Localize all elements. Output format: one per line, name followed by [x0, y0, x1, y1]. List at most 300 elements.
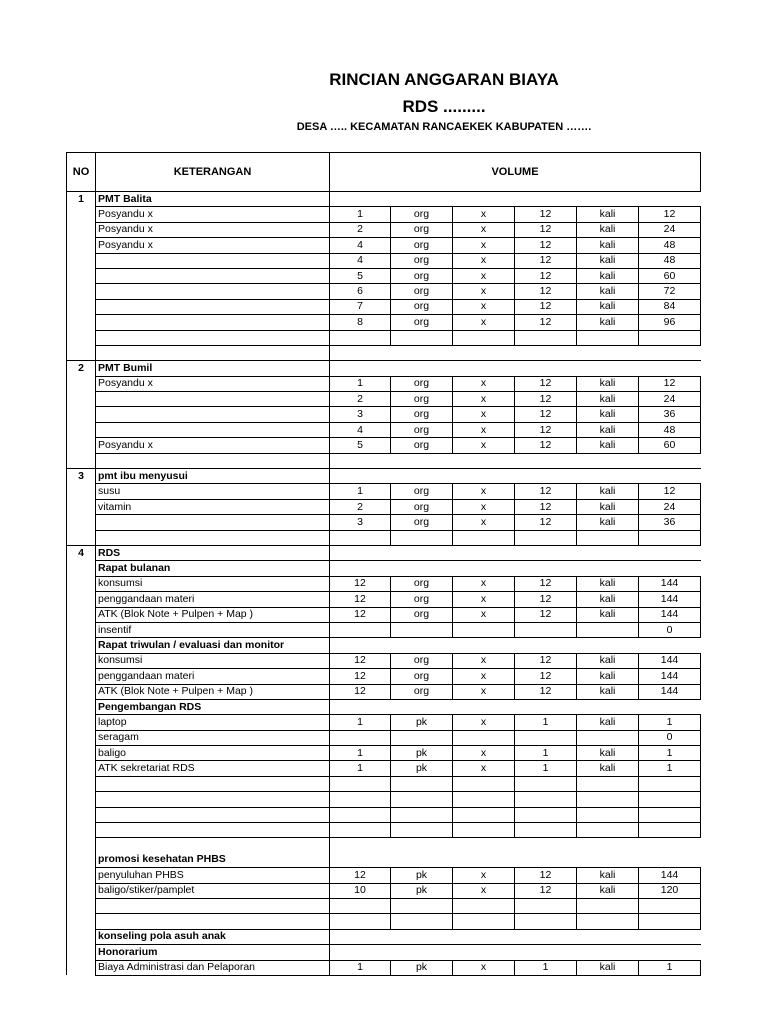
row-number-cell	[67, 730, 96, 745]
volume-times: x	[453, 238, 515, 253]
volume-times	[453, 330, 515, 345]
row-number-cell	[67, 776, 96, 791]
section-volume-blank	[330, 545, 701, 560]
volume-qty: 12	[330, 868, 391, 883]
item-label	[96, 776, 330, 791]
volume-unit	[391, 530, 453, 545]
volume-freq-unit: kali	[577, 761, 639, 776]
volume-qty	[330, 622, 391, 637]
volume-times: x	[453, 960, 515, 975]
spacer-cell	[96, 345, 330, 360]
item-label: insentif	[96, 622, 330, 637]
header-keterangan: KETERANGAN	[96, 153, 330, 192]
table-row	[67, 268, 701, 283]
volume-freq-unit: kali	[577, 715, 639, 730]
volume-freq-unit	[577, 823, 639, 838]
volume-frequency: 12	[515, 299, 577, 314]
volume-times: x	[453, 222, 515, 237]
volume-total: 48	[639, 422, 701, 437]
section-number: 3	[67, 469, 96, 484]
item-label: seragam	[96, 730, 330, 745]
item-label	[96, 898, 330, 913]
volume-times	[453, 776, 515, 791]
volume-times	[453, 898, 515, 913]
table-row	[67, 392, 701, 407]
volume-total: 72	[639, 284, 701, 299]
table-row	[67, 898, 701, 913]
volume-freq-unit	[577, 730, 639, 745]
table-row	[67, 715, 701, 730]
volume-freq-unit	[577, 530, 639, 545]
item-label: Posyandu x	[96, 207, 330, 222]
volume-total: 12	[639, 376, 701, 391]
table-row	[67, 746, 701, 761]
table-row	[67, 592, 701, 607]
row-number-cell	[67, 222, 96, 237]
volume-frequency: 12	[515, 499, 577, 514]
row-number-cell	[67, 622, 96, 637]
volume-unit: org	[391, 515, 453, 530]
volume-freq-unit: kali	[577, 960, 639, 975]
volume-total: 144	[639, 653, 701, 668]
table-row	[67, 807, 701, 822]
table-row	[67, 792, 701, 807]
volume-qty	[330, 898, 391, 913]
volume-frequency: 12	[515, 576, 577, 591]
volume-frequency: 12	[515, 392, 577, 407]
volume-unit	[391, 914, 453, 929]
row-number-cell	[67, 823, 96, 838]
row-number-cell	[67, 699, 96, 714]
volume-freq-unit: kali	[577, 499, 639, 514]
volume-total: 60	[639, 438, 701, 453]
volume-unit: org	[391, 576, 453, 591]
volume-qty: 1	[330, 715, 391, 730]
item-label	[96, 253, 330, 268]
volume-unit	[391, 898, 453, 913]
table-row	[67, 407, 701, 422]
table-row	[67, 684, 701, 699]
row-number-cell	[67, 453, 96, 468]
volume-frequency: 1	[515, 960, 577, 975]
subsection-title: Rapat triwulan / evaluasi dan monitor	[96, 638, 330, 653]
volume-freq-unit: kali	[577, 392, 639, 407]
volume-qty: 1	[330, 746, 391, 761]
item-label: Posyandu x	[96, 376, 330, 391]
section-title: pmt ibu menyusui	[96, 469, 330, 484]
table-row	[67, 207, 701, 222]
volume-frequency: 12	[515, 268, 577, 283]
volume-freq-unit	[577, 622, 639, 637]
volume-times: x	[453, 407, 515, 422]
volume-total: 24	[639, 222, 701, 237]
item-label	[96, 792, 330, 807]
subsection-title: Pengembangan RDS	[96, 699, 330, 714]
volume-unit: pk	[391, 883, 453, 898]
volume-times	[453, 730, 515, 745]
volume-qty	[330, 530, 391, 545]
volume-unit	[391, 807, 453, 822]
volume-frequency	[515, 792, 577, 807]
table-row	[67, 669, 701, 684]
row-number-cell	[67, 484, 96, 499]
volume-unit	[391, 823, 453, 838]
volume-freq-unit: kali	[577, 284, 639, 299]
volume-frequency	[515, 730, 577, 745]
item-label	[96, 530, 330, 545]
table-row	[67, 883, 701, 898]
volume-qty: 1	[330, 376, 391, 391]
volume-frequency: 12	[515, 222, 577, 237]
item-label: penyuluhan PHBS	[96, 868, 330, 883]
volume-total: 12	[639, 484, 701, 499]
table-row	[67, 253, 701, 268]
volume-frequency	[515, 914, 577, 929]
item-label: konsumsi	[96, 653, 330, 668]
volume-total: 120	[639, 883, 701, 898]
header-volume: VOLUME	[330, 153, 701, 192]
volume-total: 24	[639, 499, 701, 514]
row-number-cell	[67, 315, 96, 330]
volume-times: x	[453, 299, 515, 314]
volume-frequency: 12	[515, 484, 577, 499]
table-row	[67, 284, 701, 299]
volume-unit: org	[391, 653, 453, 668]
volume-frequency: 1	[515, 746, 577, 761]
volume-total: 24	[639, 392, 701, 407]
row-number-cell	[67, 684, 96, 699]
subsection-row	[67, 699, 701, 714]
row-number-cell	[67, 530, 96, 545]
volume-unit: org	[391, 238, 453, 253]
spacer-row	[67, 453, 701, 468]
volume-total: 0	[639, 622, 701, 637]
volume-total	[639, 776, 701, 791]
volume-total: 48	[639, 253, 701, 268]
row-number-cell	[67, 438, 96, 453]
row-number-cell	[67, 253, 96, 268]
volume-unit: org	[391, 684, 453, 699]
volume-qty: 7	[330, 299, 391, 314]
volume-total: 60	[639, 268, 701, 283]
table-row	[67, 576, 701, 591]
volume-times: x	[453, 746, 515, 761]
budget-table	[66, 152, 701, 976]
volume-qty	[330, 776, 391, 791]
volume-total: 144	[639, 868, 701, 883]
volume-qty	[330, 823, 391, 838]
section-number: 2	[67, 361, 96, 376]
volume-frequency: 12	[515, 438, 577, 453]
item-label: susu	[96, 484, 330, 499]
volume-times: x	[453, 576, 515, 591]
volume-qty	[330, 807, 391, 822]
row-number-cell	[67, 499, 96, 514]
volume-qty: 3	[330, 407, 391, 422]
volume-freq-unit	[577, 914, 639, 929]
item-label: Posyandu x	[96, 222, 330, 237]
table-row	[67, 499, 701, 514]
row-number-cell	[67, 914, 96, 929]
item-label	[96, 392, 330, 407]
volume-unit	[391, 730, 453, 745]
table-row	[67, 960, 701, 975]
volume-qty: 2	[330, 222, 391, 237]
volume-frequency: 12	[515, 515, 577, 530]
row-number-cell	[67, 284, 96, 299]
volume-qty: 10	[330, 883, 391, 898]
row-number-cell	[67, 592, 96, 607]
volume-unit: org	[391, 284, 453, 299]
volume-qty: 2	[330, 499, 391, 514]
volume-freq-unit: kali	[577, 576, 639, 591]
subsection-row	[67, 561, 701, 576]
volume-frequency	[515, 823, 577, 838]
header-no: NO	[67, 153, 96, 192]
volume-freq-unit: kali	[577, 669, 639, 684]
volume-qty: 8	[330, 315, 391, 330]
volume-freq-unit: kali	[577, 299, 639, 314]
volume-freq-unit	[577, 330, 639, 345]
subsection-title: Honorarium	[96, 945, 330, 960]
volume-qty	[330, 914, 391, 929]
volume-frequency: 12	[515, 607, 577, 622]
item-label: vitamin	[96, 499, 330, 514]
volume-frequency: 1	[515, 761, 577, 776]
row-number-cell	[67, 669, 96, 684]
volume-unit	[391, 792, 453, 807]
row-number-cell	[67, 561, 96, 576]
subsection-row	[67, 945, 701, 960]
volume-total	[639, 792, 701, 807]
row-number-cell	[67, 238, 96, 253]
volume-total: 144	[639, 592, 701, 607]
volume-total	[639, 823, 701, 838]
item-label: ATK (Blok Note + Pulpen + Map )	[96, 684, 330, 699]
volume-unit: org	[391, 299, 453, 314]
row-number-cell	[67, 607, 96, 622]
volume-qty: 1	[330, 207, 391, 222]
document-subtitle: RDS .........	[402, 97, 486, 116]
volume-freq-unit: kali	[577, 315, 639, 330]
volume-times: x	[453, 883, 515, 898]
volume-frequency	[515, 776, 577, 791]
subsection-volume-blank	[330, 561, 701, 576]
volume-frequency: 12	[515, 883, 577, 898]
table-row	[67, 653, 701, 668]
volume-unit: pk	[391, 761, 453, 776]
volume-times	[453, 807, 515, 822]
volume-total	[639, 898, 701, 913]
spacer-row	[67, 345, 701, 360]
item-label	[96, 330, 330, 345]
volume-times: x	[453, 669, 515, 684]
volume-unit: org	[391, 607, 453, 622]
volume-freq-unit: kali	[577, 253, 639, 268]
volume-total	[639, 807, 701, 822]
section-title: PMT Bumil	[96, 361, 330, 376]
subsection-title: Rapat bulanan	[96, 561, 330, 576]
volume-freq-unit: kali	[577, 422, 639, 437]
volume-frequency: 12	[515, 238, 577, 253]
volume-frequency: 12	[515, 207, 577, 222]
volume-times: x	[453, 761, 515, 776]
volume-freq-unit: kali	[577, 438, 639, 453]
row-number-cell	[67, 807, 96, 822]
volume-times	[453, 914, 515, 929]
volume-freq-unit: kali	[577, 207, 639, 222]
row-number-cell	[67, 868, 96, 883]
volume-unit: org	[391, 484, 453, 499]
item-label	[96, 407, 330, 422]
volume-unit: org	[391, 592, 453, 607]
row-number-cell	[67, 761, 96, 776]
volume-qty: 1	[330, 960, 391, 975]
volume-total: 144	[639, 684, 701, 699]
volume-frequency	[515, 622, 577, 637]
table-row	[67, 607, 701, 622]
volume-times	[453, 823, 515, 838]
item-label: Posyandu x	[96, 438, 330, 453]
volume-total: 1	[639, 715, 701, 730]
volume-unit: org	[391, 407, 453, 422]
row-number-cell	[67, 653, 96, 668]
item-label	[96, 284, 330, 299]
spacer-volume	[330, 838, 701, 853]
volume-total: 1	[639, 960, 701, 975]
volume-frequency: 12	[515, 684, 577, 699]
volume-freq-unit: kali	[577, 484, 639, 499]
volume-total	[639, 330, 701, 345]
volume-total	[639, 914, 701, 929]
item-label	[96, 315, 330, 330]
volume-unit: org	[391, 376, 453, 391]
row-number-cell	[67, 929, 96, 944]
volume-frequency: 12	[515, 592, 577, 607]
volume-freq-unit	[577, 776, 639, 791]
table-row	[67, 914, 701, 929]
volume-freq-unit: kali	[577, 407, 639, 422]
section-volume-blank	[330, 361, 701, 376]
volume-qty: 12	[330, 669, 391, 684]
volume-unit: pk	[391, 715, 453, 730]
row-number-cell	[67, 792, 96, 807]
item-label: ATK sekretariat RDS	[96, 761, 330, 776]
volume-times: x	[453, 607, 515, 622]
volume-qty: 12	[330, 592, 391, 607]
volume-frequency	[515, 330, 577, 345]
volume-qty: 12	[330, 684, 391, 699]
volume-qty: 1	[330, 761, 391, 776]
table-row	[67, 823, 701, 838]
volume-unit: org	[391, 315, 453, 330]
volume-times: x	[453, 715, 515, 730]
item-label: laptop	[96, 715, 330, 730]
row-number-cell	[67, 392, 96, 407]
volume-qty: 6	[330, 284, 391, 299]
section-row	[67, 192, 701, 207]
volume-freq-unit: kali	[577, 684, 639, 699]
table-row	[67, 530, 701, 545]
volume-unit: org	[391, 499, 453, 514]
subsection-row	[67, 929, 701, 944]
volume-unit	[391, 622, 453, 637]
row-number-cell	[67, 268, 96, 283]
volume-total: 144	[639, 607, 701, 622]
volume-freq-unit: kali	[577, 883, 639, 898]
item-label: penggandaan materi	[96, 669, 330, 684]
volume-total: 48	[639, 238, 701, 253]
volume-frequency	[515, 898, 577, 913]
subsection-title: konseling pola asuh anak	[96, 929, 330, 944]
volume-times: x	[453, 484, 515, 499]
row-number-cell	[67, 838, 96, 853]
volume-qty: 2	[330, 392, 391, 407]
volume-frequency	[515, 530, 577, 545]
volume-freq-unit	[577, 807, 639, 822]
volume-qty	[330, 330, 391, 345]
table-row	[67, 299, 701, 314]
row-number-cell	[67, 638, 96, 653]
row-number-cell	[67, 207, 96, 222]
volume-qty: 5	[330, 438, 391, 453]
volume-times: x	[453, 268, 515, 283]
table-row	[67, 484, 701, 499]
volume-unit	[391, 330, 453, 345]
item-label: konsumsi	[96, 576, 330, 591]
subsection-row	[67, 853, 701, 868]
volume-total: 144	[639, 669, 701, 684]
volume-freq-unit: kali	[577, 376, 639, 391]
volume-times: x	[453, 868, 515, 883]
volume-qty: 4	[330, 422, 391, 437]
volume-total: 84	[639, 299, 701, 314]
volume-total: 36	[639, 515, 701, 530]
volume-qty: 12	[330, 607, 391, 622]
volume-unit: org	[391, 422, 453, 437]
item-label	[96, 515, 330, 530]
volume-total: 1	[639, 761, 701, 776]
row-number-cell	[67, 715, 96, 730]
volume-total	[639, 530, 701, 545]
spacer-volume	[330, 345, 701, 360]
subsection-volume-blank	[330, 945, 701, 960]
volume-times: x	[453, 515, 515, 530]
document-title: RINCIAN ANGGARAN BIAYA	[329, 70, 559, 89]
volume-unit: org	[391, 268, 453, 283]
volume-qty: 12	[330, 653, 391, 668]
volume-freq-unit: kali	[577, 238, 639, 253]
volume-freq-unit: kali	[577, 868, 639, 883]
spacer-volume	[330, 453, 701, 468]
volume-frequency: 12	[515, 868, 577, 883]
item-label: penggandaan materi	[96, 592, 330, 607]
table-row	[67, 376, 701, 391]
item-label	[96, 807, 330, 822]
item-label	[96, 914, 330, 929]
item-label	[96, 823, 330, 838]
volume-times	[453, 622, 515, 637]
subsection-title: promosi kesehatan PHBS	[96, 853, 330, 868]
volume-unit: org	[391, 669, 453, 684]
table-row	[67, 238, 701, 253]
volume-qty: 4	[330, 253, 391, 268]
volume-frequency: 12	[515, 284, 577, 299]
volume-qty: 3	[330, 515, 391, 530]
volume-times: x	[453, 376, 515, 391]
section-title: RDS	[96, 545, 330, 560]
volume-times: x	[453, 592, 515, 607]
